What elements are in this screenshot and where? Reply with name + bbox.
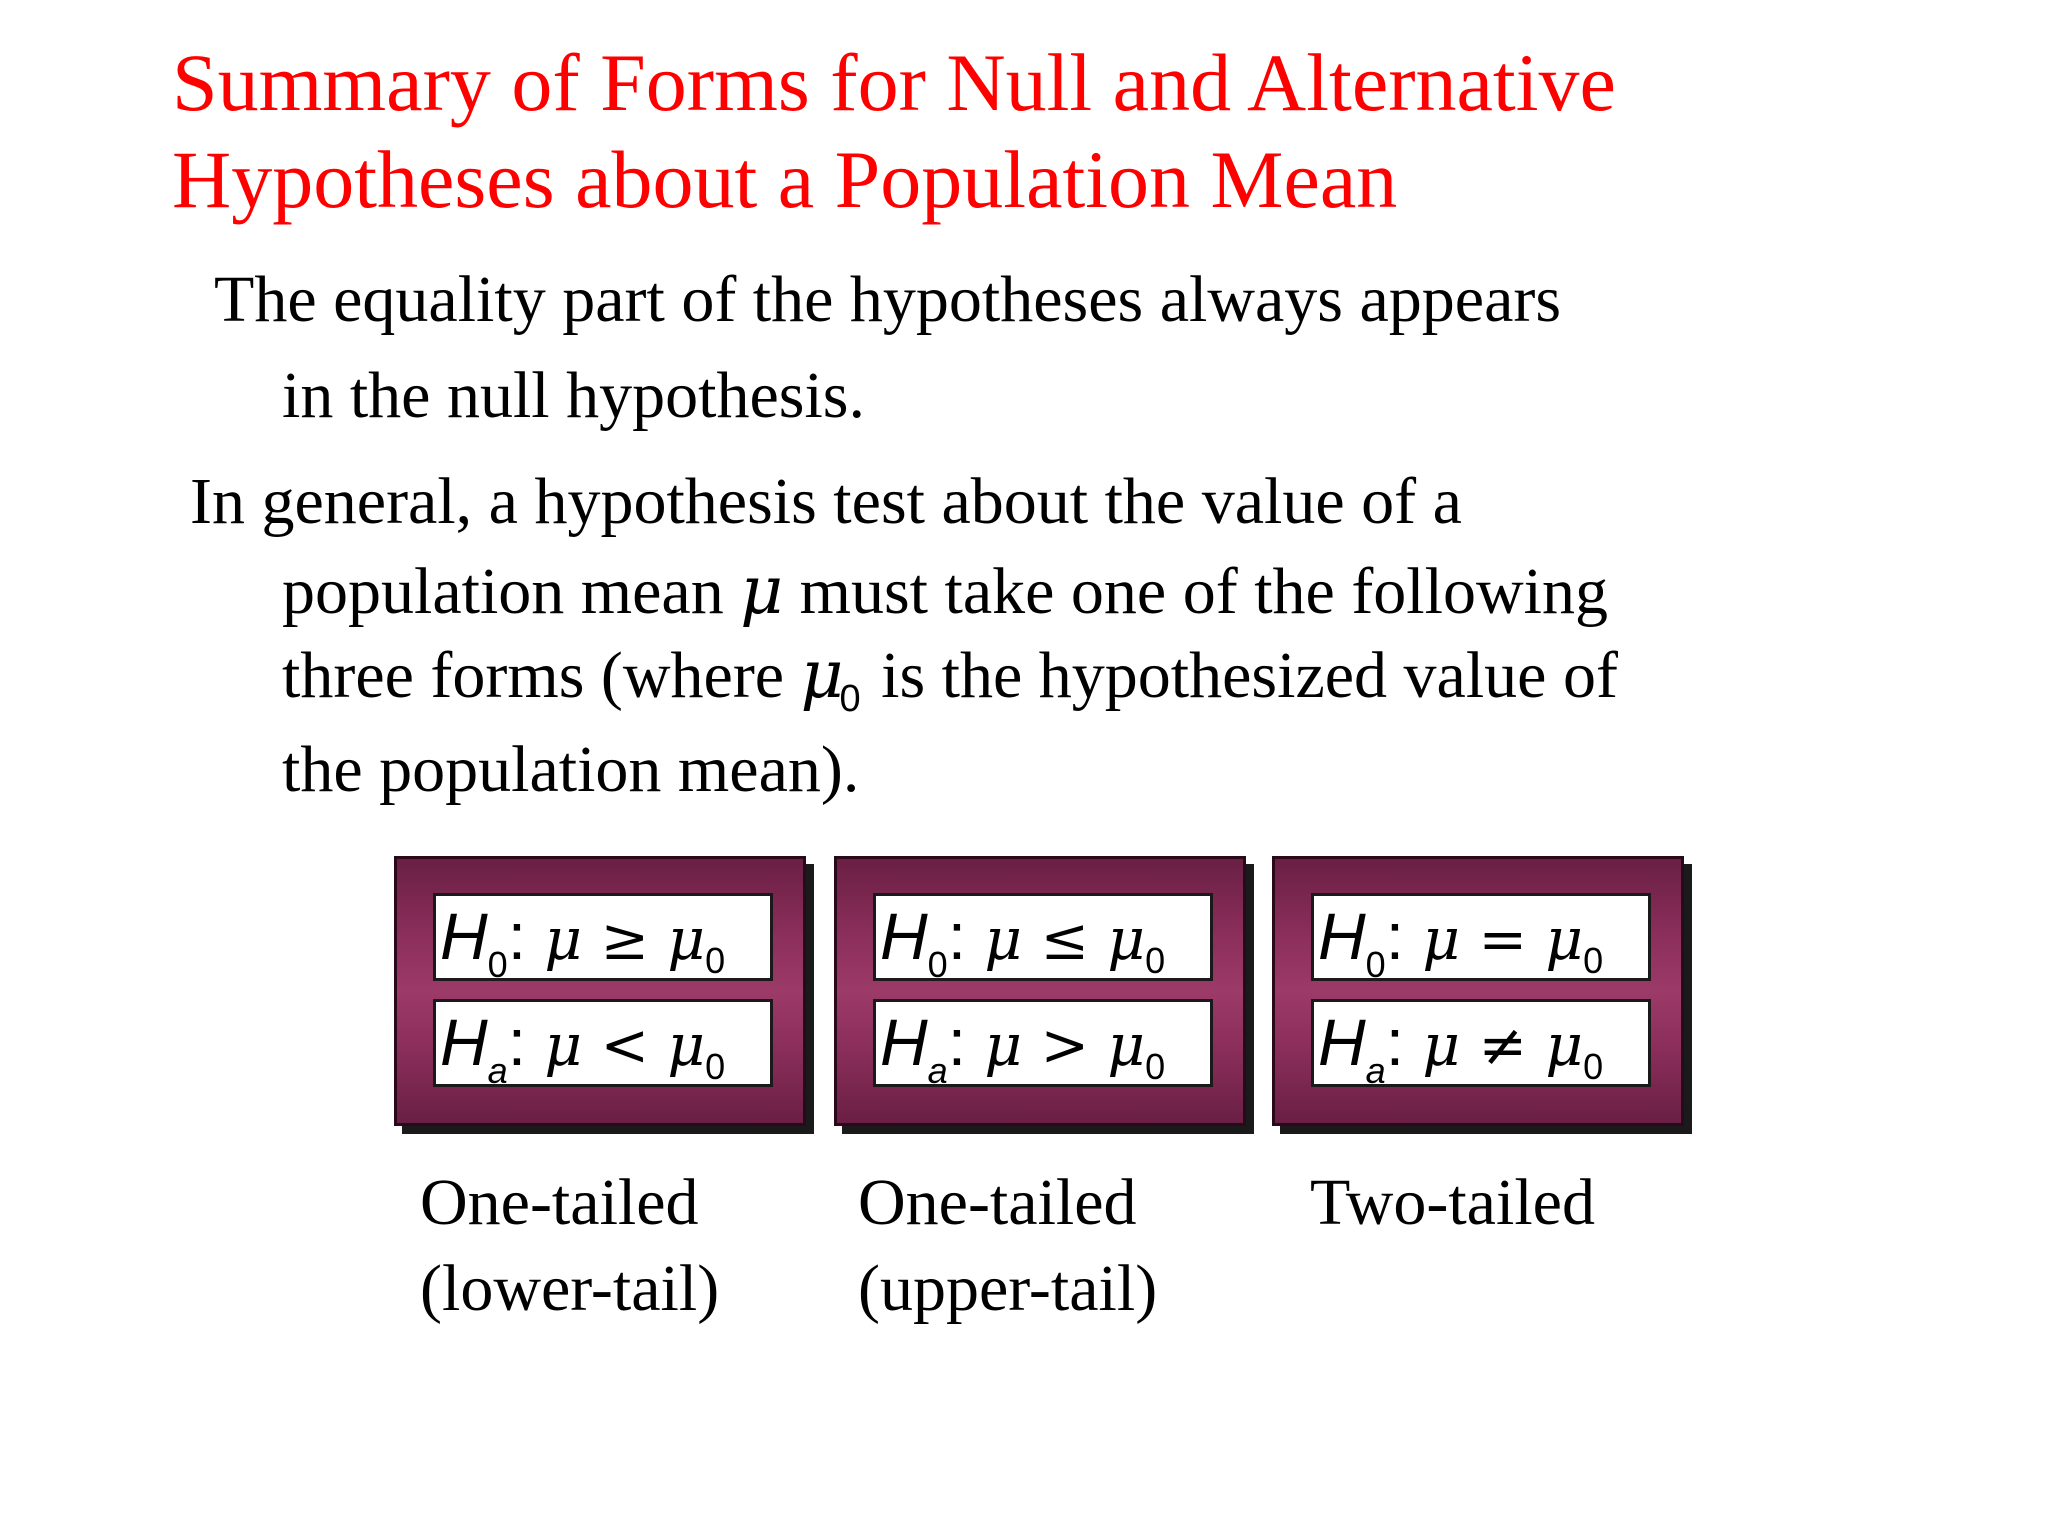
alternative-hypothesis xyxy=(433,999,773,1087)
mu: μ xyxy=(984,905,1023,973)
p2-line3-pre: three forms (where xyxy=(282,639,801,712)
mu: μ xyxy=(1422,905,1461,973)
hypothesis-box-lower-tail xyxy=(394,856,806,1126)
h-letter: H xyxy=(440,1005,488,1079)
h-letter: H xyxy=(880,1005,928,1079)
mu: μ xyxy=(1422,1011,1461,1079)
paragraph-2-line-1: In general, a hypothesis test about the value of a xyxy=(190,465,1462,538)
mu-zero: μ xyxy=(1545,905,1584,973)
h-subscript: a xyxy=(487,1050,508,1087)
mu: μ xyxy=(544,905,583,973)
colon: : xyxy=(507,899,527,973)
h-subscript: 0 xyxy=(487,944,508,981)
operator: ≥ xyxy=(600,905,650,973)
mu-zero-subscript: 0 xyxy=(1583,1046,1604,1087)
mu: μ xyxy=(544,1011,583,1079)
h-subscript: 0 xyxy=(1365,944,1386,981)
caption-line-2: (upper-tail) xyxy=(858,1252,1158,1325)
caption-line-1: One-tailed xyxy=(420,1166,699,1239)
title-line-1: Summary of Forms for Null and Alternative xyxy=(172,37,1616,128)
mu-zero: μ xyxy=(667,905,706,973)
h-letter: H xyxy=(880,899,928,973)
h-subscript: a xyxy=(927,1050,948,1087)
colon: : xyxy=(507,1005,527,1079)
mu-zero-subscript: 0 xyxy=(705,940,726,981)
mu-zero: μ xyxy=(667,1011,706,1079)
mu-zero-subscript: 0 xyxy=(1583,940,1604,981)
colon: : xyxy=(1385,899,1405,973)
alternative-hypothesis xyxy=(1311,999,1651,1087)
paragraph-2-line-3 xyxy=(282,636,1618,720)
caption-line-1: One-tailed xyxy=(858,1166,1137,1239)
mu0-symbol: μ xyxy=(800,636,844,713)
p2-line2-pre: population mean xyxy=(282,555,741,628)
operator: > xyxy=(1040,1011,1090,1079)
mu-zero: μ xyxy=(1107,1011,1146,1079)
caption-upper-tail xyxy=(858,1160,1157,1332)
paragraph-1-line-1: The equality part of the hypotheses always appears xyxy=(214,263,1562,336)
mu-zero-subscript: 0 xyxy=(1145,1046,1166,1087)
colon: : xyxy=(1385,1005,1405,1079)
hypothesis-box-two-tailed xyxy=(1272,856,1684,1126)
operator: ≠ xyxy=(1478,1011,1528,1079)
h-letter: H xyxy=(1318,1005,1366,1079)
null-hypothesis xyxy=(1311,893,1651,981)
paragraph-2-line-2 xyxy=(282,552,1608,630)
mu-symbol: μ xyxy=(740,552,784,629)
hypothesis-box-upper-tail xyxy=(834,856,1246,1126)
h-subscript: 0 xyxy=(927,944,948,981)
mu-zero-subscript: 0 xyxy=(1145,940,1166,981)
paragraph-2-line-4: the population mean). xyxy=(282,733,860,806)
caption-two-tailed xyxy=(1310,1160,1595,1246)
operator: < xyxy=(600,1011,650,1079)
caption-line-2: (lower-tail) xyxy=(420,1252,720,1325)
p2-line3-post: is the hypothesized value of xyxy=(864,639,1618,712)
null-hypothesis xyxy=(873,893,1213,981)
h-subscript: a xyxy=(1365,1050,1386,1087)
operator: ≤ xyxy=(1040,905,1090,973)
mu: μ xyxy=(984,1011,1023,1079)
slide-title xyxy=(172,34,1972,228)
h-letter: H xyxy=(1318,899,1366,973)
h-letter: H xyxy=(440,899,488,973)
colon: : xyxy=(947,1005,967,1079)
colon: : xyxy=(947,899,967,973)
mu-zero-subscript: 0 xyxy=(705,1046,726,1087)
mu-zero: μ xyxy=(1107,905,1146,973)
caption-lower-tail xyxy=(420,1160,719,1332)
title-line-2: Hypotheses about a Population Mean xyxy=(172,134,1398,225)
paragraph-1-line-2: in the null hypothesis. xyxy=(282,359,865,432)
caption-line-1: Two-tailed xyxy=(1310,1166,1595,1239)
mu-zero: μ xyxy=(1545,1011,1584,1079)
mu0-subscript: 0 xyxy=(839,678,861,720)
p2-line2-post: must take one of the following xyxy=(783,555,1608,628)
null-hypothesis xyxy=(433,893,773,981)
operator: = xyxy=(1478,905,1528,973)
alternative-hypothesis xyxy=(873,999,1213,1087)
